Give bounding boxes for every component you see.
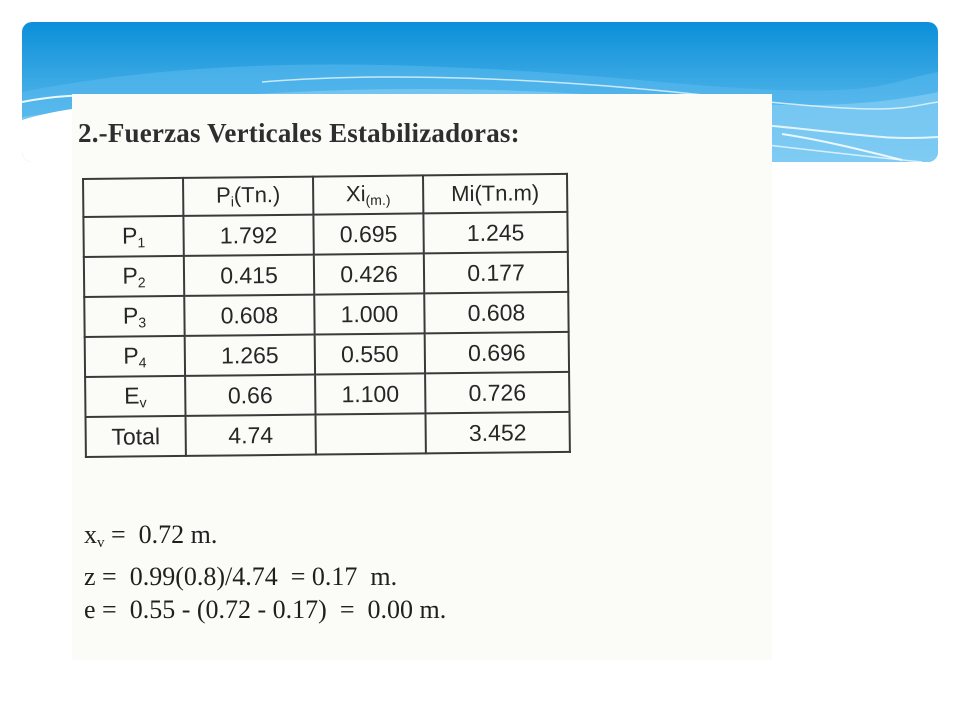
- scanned-document: [72, 94, 772, 660]
- row-label: $E_v$: [85, 376, 185, 417]
- table-row: [85, 372, 569, 417]
- cell-mi: 0.726: [425, 372, 569, 414]
- cell-mi: 0.177: [424, 252, 568, 294]
- document-heading: 2.-Fuerzas Verticales Estabilizadoras:: [78, 118, 520, 148]
- table-header-row: [83, 174, 567, 217]
- formula-e: e = 0.55 - (0.72 - 0.17) = 0.00 m.: [84, 595, 447, 624]
- row-label: $P_2$: [84, 256, 184, 297]
- cell-xi: 1.000: [314, 293, 424, 334]
- cell-pi: 0.66: [185, 375, 315, 416]
- cell-xi: 0.550: [315, 333, 425, 374]
- total-label: Total: [86, 416, 186, 457]
- total-mi: 3.452: [425, 412, 569, 454]
- table-row: [83, 212, 567, 257]
- table-row: [84, 252, 568, 297]
- cell-pi: 0.608: [184, 295, 314, 336]
- cell-mi: 1.245: [423, 212, 567, 254]
- cell-xi: 1.100: [315, 373, 425, 414]
- total-pi: 4.74: [185, 415, 315, 456]
- header-empty-cell: [83, 178, 183, 217]
- formula-block: [84, 518, 446, 626]
- total-xi: [315, 413, 425, 454]
- table-total-row: [86, 412, 570, 457]
- cell-pi: 1.265: [185, 335, 315, 376]
- formula-z: z = 0.99(0.8)/4.74 = 0.17 m.: [84, 562, 398, 591]
- forces-table: [82, 173, 571, 458]
- cell-xi: 0.426: [314, 253, 424, 294]
- cell-mi: 0.608: [424, 292, 568, 334]
- cell-mi: 0.696: [425, 332, 569, 374]
- table-row: [85, 332, 569, 377]
- row-label: $P_3$: [84, 296, 184, 337]
- table-row: [84, 292, 568, 337]
- cell-pi: 0.415: [184, 255, 314, 296]
- row-label: $P_4$: [85, 336, 185, 377]
- cell-pi: 1.792: [183, 215, 313, 256]
- cell-xi: 0.695: [313, 213, 423, 254]
- header-mi: Mi(Tn.m): [423, 174, 567, 214]
- formula-xv: $x_v = 0.72$ m.: [84, 520, 218, 551]
- header-xi: $Xi_{(m.)}$: [313, 175, 423, 214]
- row-label: $P_1$: [83, 216, 183, 257]
- header-pi: $P_i(Tn.)$: [183, 177, 313, 216]
- forces-table-wrapper: [82, 173, 571, 458]
